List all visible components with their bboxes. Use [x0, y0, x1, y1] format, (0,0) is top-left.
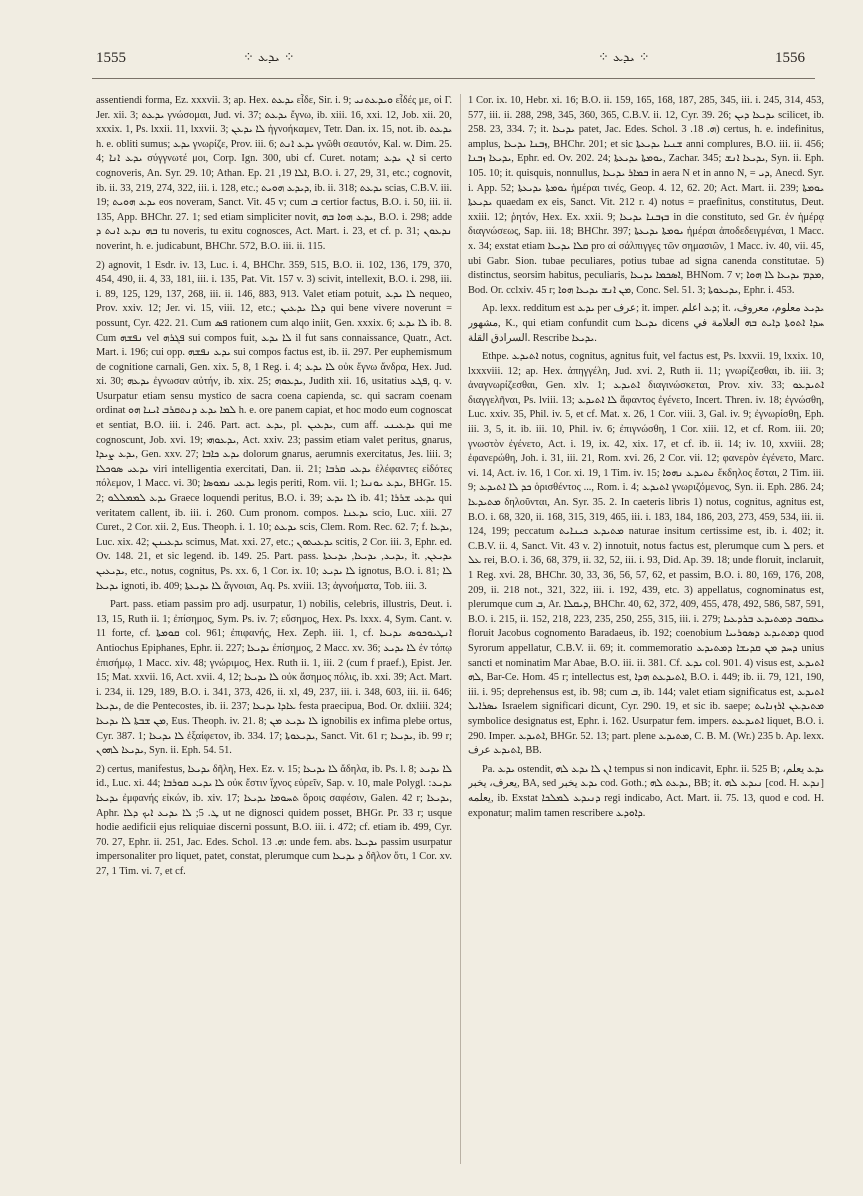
paragraph: Ethpe. ܐܬܝܕܥ notus, cognitus, agnitus fuit, vel factus est, Ps. lxxvii. 19, lxxix. 10, lxxxviii. 12; ap. Hex. ἀπηγγέλη, Jud. xvi. 2, Ruth ii. 11; γνωρίζεσθαι, ib. iii. 3; ἀναγνωρίζεσθαι, Gen. xlv. 1; ܐܬܝܕܥ διαγινώσκεται, Prov. xiv. 33; ܐܬܝܕܥܘ διαγγελῆναι, Ps. lviii. 13; ܠܐ ܐܬܝܕܥ ἄφαντος ἐγένετο, Incert. Thren. iv. 18; ἐγνώσθη, Luc. xxiv. 35, Phil. iv. 5, et cf. Mat. x. 26, 1 Cor. viii. 3, Gal. iv. 9; ἐγνωρίσθη, Eph. iii. 3, 5, it. ib. iii. 10, Phil. iv. 6; ἐπιγνώσθη, 1 Cor. xiii. 12, et cf. Rom. iii. 20; γνωστὸν ἐγένετο, Act. i. 19, ix. 42, xix. 17, et cf. ib. ii. 14; iv. 10, xxviii. 28; ἐφανερώθη, Joh. i. 31, iii. 21, Rom. xvi. 26, 2 Cor. vii. 12; φανερὸν ἐγένετο, Marc. vi. 14, Act. iv. 16, 1 Cor. xi. 19, 1 Tim. iv. 15; ܢܬܝܕܥ ܢܗܘܐ ἔκδηλος ἔσται, 2 Tim. iii. 9; ܟܕ ܠܐ ܐܬܝܕܥ ὁρισθέντος ..., Rom. i. 4; ܐܬܝܕܥ γνωριζόμενος, Syn. ii. Eph. 286. 24; ܡܬܝܕܥܐ δηλοῦνται, An. Syr. 35. 2. In caeteris libris 1) notus, cognitus, agnitus est, B.O. i. 68, 320, ii. 168, 315, 319, 465, iii. i. 183, 184, 186, 203, 273, 459, 534, iii. ii. 124, 199; peccatum ܡܬܝܕܥ ܟܝܢܐܝܬ naturae insitum certissime est, ib. i. 402; it. C.B.V. ii. 4, Sanct. Vit. 43 v. 2) innotuit, notus factus est, plerumque cum ܠ pers. et ܥܠ rei, B.O. i. 36, 68, 379, ii. 32, 52, iii. i. 93, Did. Ap. 39. 18; unde floruit, inclaruit, 1 Reg. xvi. 28, BHChr. 30, 33, 36, 56, 57, 62, et passim, B.O. i. 80, 169, 176, 208, 209, ii. 218 not., 321, 322, iii. i. 192, 439, etc. 3) appellatus, cognominatus est, plerumque cum ܒ, Ar. ܕܝܩܠܐ, BHChr. 40, 62, 372, 409, 455, 478, 492, 586, 587, 591, B.O. i. 215, ii. 152, 218, 223, 235, 250, 255, 315, iii. i. 279; ܝܥܩܘܒ ܕܡܬܝܕܥ ܒܪܕܥܝܐ floruit Jacobus cognomento Baradaeus, ib. 192; coenobium ܕܡܬܝܕܥ ܕܣܘܪܝܝܐ quod Syrorum appellatur, C.B.V. ii. 69; it. commemoratio ܕܚܕ ܡܢ ܩܕܝܫܐ ܕܡܬܝܕܥ unius sancti et nominatim Mar Abae, B.O. iii. ii. 381. Cf. ܝܕܥ col. 901. 4) visus est, ܐܬܝܕܥ ܠܗ, Bar-Ce. Hom. 45 r; intellectus est, ܐܬܝܕܥܬ ܗܕܐ, B.O. i. 449; ib. ii. 79, 121, 190, iii. i. 95; deprehensus est, ib. 98; cum ܒ, ib. 144; valet etiam significatus est, ܐܬܝܕܥ ܝܣܪܐܝܠ Israelem significari dicunt, Cyr. 290. 19, et sic ib. saepe; ܡܬܝܕܥܢ ܐܪܙܢܐܝܬ symbolice designatus est, Ephr. i. 162. Usurpatur fem. impers. ܐܬܝܕܥܬ liquet, B.O. i. 290. Imper. ܐܬܝܕܥ, BHGr. 52. 13; part. plene ܡܬܝܕܥ, C. B. M. (Wr.) 235 b. Ap. lexx. ܐܬܝܕܥ عرف, BB. [468, 351, 824, 757]
paragraph: Part. pass. etiam passim pro adj. usurpatur, 1) nobilis, celebris, illustris, Deut. i. 13, 15, Ruth ii. 1; ἐπίσημος, Sym. Ps. iv. 7; εὔσημος, Hex. Ps. lxxx. 4, Sym. Cant. v. 11 forte, cf. ܩܘܡܬܐ col. 961; ἐπιφανής, Hex. Zeph. iii. 1, cf. ܐܢܛܝܘܟܘܣ ܝܕܝܥܐ Antiochus Epiphanes, Ephr. ii. 227; ܝܕܝܥܐ ἐπίσημος, 2 Macc. xv. 36; ܠܐ ܝܕܝܥ ἐν τόπῳ ἐπισήμῳ, 1 Macc. xiv. 48; γνώριμος, Hex. Ruth ii. 1, iii. 2 (cum f praef.), Epist. Jer. 15; Mat. xxvii. 16, Act. xvii. 4, 12; ܠܐ ܝܕܝܥܐ οὐκ ἄσημος πόλις, ib. xxi. 39; Act. Mart. i. 234, ii. 129, 189, B.O. i. 341, 373, 426, ii. xl, 49, 237, iii. i. 348, 603, iii. ii. 646; ܝܕܝܥܐ, de die Pentecostes, ib. ii. 237; ܥܐܕܐ ܝܕܝܥܐ festa praecipua, Bod. Or. dxliii. 324; ܡܢ ܫܒܬܐ ܠܐ ܝܕܝܥܐ, Eus. Theoph. iv. 21. 8; ܠܐ ܝܕܝܥ ܡܢ ignobilis ex infima plebe ortus, Cyr. 387. 1; ܠܐ ܝܕܝܥܐ ἐξαίφετον, ib. 334. 17; ܝܕܝܥܘܬܐ, Sanct. Vit. 61 r; ܝܕܝܥܐ, ib. 99 r; ܝܕܝܥܐ ܠܗܘܢ, Syn. ii. Eph. 54. 51. [96, 599, 452, 757]
running-head-left: ⁘ ܝܕܥ ⁘ [243, 50, 295, 65]
paragraph: 2) agnovit, 1 Esdr. iv. 13, Luc. i. 4, BHChr. 359, 515, B.O. ii. 102, 136, 179, 370, 454, 490, ii. 4, 33, 181, iii. i. 135, Pat. Vit. 157 v. 3) scivit, intellexit, B.O. i. 298, iii. i. 89, 125, 129, 137, 268, iii. ii. 146, 883, 913. Valet etiam potuit, ܠܐ ܝܕܥ nequeo, Prov. xxiv. 12; Jer. vi. 15, viii. 12, etc.; ܕܠܐ ܝܕܥܝܢ qui bene vivere noverunt = possunt, Cyr. 422. 21. Cum ܦܣ rationem cum alqo iniit, Gen. xxxix. 6; ܠܐ ܝܕܥ ib. 8. Cum ܢܦܫܗ vel ܦܓܪܗ sui compos fuit, ܠܐ ܝܕܥ il fut sans connaissance, Quatr., Act. Mart. i. 196; cui opp. ܝܕܥ ܢܦܫܗ sui compos factus est, ib. ii. 297. Per euphemismum de cognitione carnali, Gen. xix. 5, 8, 1 Reg. i. 4; ܠܐ ܝܕܥ οὐκ ἔγνω ἄνδρα, Hex. Jud. xi. 30; ܝܕܥܗ ἐγνωσαν αὐτήν, ib. xix. 25; ܝܕܥܘܗ, Judith xii. 16, usitatius ܦܓܥ, q. v. Usurpatur etiam sensu mystico de sacra coena capienda, sc. qui sacram coenam ordinat ܠܡܐ ܝܕܥ ܕܢܬܩܪܒ ܐܝܢܐ ܗܘ h. e. ore panem capiat, et hoc modo eum cognoscat et sentiat, B.O. iii. i. 246. Part. act. ܝܕܥ, pl. ܝܕܥܝܢ, cum aff. ܝܕܥܝܢܝ qui me cognoscunt, Job. xvi. 19; ܝܕܥܘܗܝ, Act. xxiv. 23; passim etiam valet peritus, gnarus, ܝܕܥ ܨܝܕܐ, Gen. xxv. 27; ܝܕܥ ܟܐܒܐ dolorum gnarus, aerumnis exercitatus, Jes. liii. 3; ܝܕܥܝ ܣܘܟܠܐ viri intelligentia exercitati, Dan. ii. 21; ܝܕܥܝ ܩܪܒܐ ἐλέφαντες εἰδότες πόλεμον, 1 Macc. vi. 30; ܝܕܥܝ ܢܡܘܣܐ legis periti, Rom. vii. 1; ܝܕܥ ܝܘܢܝܐ, BHGr. 15. 2; ܝܕܥ ܠܡܡܠܠܘ Graece loquendi peritus, B.O. i. 39; ܠܐ ܝܕܥ ib. 41; ܝܕܥܝ ܫܪܪܐ qui veritatem callent, ib. iii. i. 260. Cum pronom. compos. ܝܕܥܢܐ scio, Luc. xiii. 27 Curet., 2 Cor. xii. 2, Eus. Theoph. i. 1. 10; ܝܕܥܬ scis, Clem. Rom. Rec. 62. 7; f. ܝܕܥܐ, Luc. xix. 42; ܝܕܥܝܢܢ scimus, Mat. xxi. 27, etc.; ܝܕܥܝܬܘܢ scitis, 2 Cor. iii. 3, Ephr. ed. Ov. 148. 21, et sic legend. ib. 149. 25. Part. pass. ܝܕܝܥ, ܝܕܝܥܐ, ܝܕܝܥܬܐ, it. ܝܕܝܥܢ, ܝܕܝܥܝܢ, etc., notus, cognitus, Ps. xx. 6, 1 Cor. ix. 10; ܠܐ ܝܕܝܥ ignotus, B.O. i. 81; ܠܐ ܝܕܝܥܐ ignoti, ib. 409; ܠܐ ܝܕܝܥܬܐ ἄγνοιαι, Aq. Ps. xviii. 13; ἀγνοήματα, Tob. iii. 3. [96, 259, 452, 592]
running-head-right: ⁘ ܝܕܥ ⁘ [598, 50, 650, 65]
paragraph: 1 Cor. ix. 10, Hebr. xi. 16; B.O. ii. 159, 165, 168, 187, 285, 345, iii. i. 245, 314, 453, 577, iii. ii. 288, 298, 345, 360, 365, C.B.V. ii. 12, Cyr. 39. 26; ܝܕܝܥܐ ܕܝܢ scilicet, ib. 258. 23, 334. 7; it. ܝܕܝܥܐ patet, Jac. Edes. Schol. ܗ. 18. 3) certus, h. e. indefinitus, amplus, ܙܒܢܐ ܝܕܝܥܐ, BHChr. 201; et sic ܫܢܝܐ ܝܕܝܥܬܐ anni complures, B.O. iii. ii. 456; ܝܕܝܥܐ ܙܒܢܐ, Ephr. ed. Ov. 202. 24; ܝܘܡܬܐ ܝܕܝܥܬܐ, Zachar. 345; ܝܕܝܥܐ ܐܢܫ, Syn. ii. Eph. 105. 10; it. quisquis, nonnullus, ܒܡܐܪ ܝܕܝܥܐ in aera N et in anno N, = ܕܝ, Anecd. Syr. i. App. 52; ܝܘܡܬܐ ܝܕܝܥܬܐ ἡμέραι τινές, Geop. 4. 12, 62. 20; Act. Mart. ii. 239; ܝܘܡܬܐ ܝܕܝܥܬܐ quaedam ex eis, Sanct. Vit. 212 r. 4) notus = praefinitus, constitutus, Deut. xxiii. 12; ῥητόν, Hex. Ex. xxii. 9; ܒܙܒܢܐ ܝܕܝܥܐ in die constituto, sed Gr. ἐν ἡμέρᾳ διαγνώσεως, Sap. iii. 18; BHChr. 397; ܝܘܡܬܐ ܝܕܝܥܬܐ ἡμέραι ἀποδεδειγμέναι, 1 Macc. x. 34; exstat etiam ܩܠܐ ܝܕܝܥܐ pro αἱ σάλπιγγες τῶν σημασιῶν, 1 Macc. iv. 40, vii. 45, ubi Gabr. Sion. tubae peculiares, potius tubae ad signa canenda constitutae. 5) distinctus, seorsim habitus, peculiaris, ܐܣܟܡܐ ܝܕܝܥܐ, BHNom. 7 v; ܡܕܡ ܝܕܝܥܐ ܠܐ ܗܘܐ, Bod. Or. cclxiv. 45 r; ܡܢ ܐܢܫ ܝܕܝܥܐ ܗܘܐ, Conc. Sel. 51. 3; ܝܕܝܥܘܬܐ, Ephr. i. 453. [468, 95, 824, 296]
paragraph: Ap. lexx. redditum est ܝܕܥ per عرف; it. imper. ܕܥ اعلم; it. ܝܕܝܥ معلوم، معروف، مشهور, K., qui etiam confundit cum ܝܕܝܥܐ dicens ܚܕܐ ܐܬܘܬܐ ܕܐܝܬ ܒܗ العلامة في السرادق القلة. Rescribe ܝܕܝܥܐ. [468, 303, 824, 344]
left-column [96, 94, 452, 1174]
paragraph: assentiendi forma, Ez. xxxvii. 3; ap. Hex. ܝܕܥܬ εἶδε, Sir. i. 9; ܘܝܕܥܬܢܝ εἶδές με, οἱ Γ. Jer. xii. 3; ܝܕܥܬ γνώσομαι, Jud. vi. 37; ܝܕܥܬ ἔγνω, ib. xiii. 16, xxi. 12, Job. xii. 20, xxxix. 1, Ps. lxxii. 11, lxxvii. 3; ܠܐ ܝܕܥܢ ἠγνοήκαμεν, Tetr. Dan. ix. 15, not. ib. ܝܕܥܬ h. e. obliti sumus; ܝܕܥ γνωρίζε, Prov. iii. 6; ܝܕܥ ܐܢܬ γνῶθι σεαυτόν, Kal. w. Dim. 25. 4; ܝܕܥ ܐܢܐ σύγγνωτέ μοι, Corp. Ign. 300, ubi cf. Curet. notam; ܐܢ ܝܕܥ si certo cognoveris, An. Syr. 29. 10; Athan. Ep. ܐܠܐ 19, 21, B.O. i. 27, 29, 31, etc.; cognovit, ib. ii. 33, 219, 274, 322, iii. i. 128, etc.; ܕܝܕܥ ܗܘܝܬ, ib. ii. 318; ܝܕܥܬ scias, C.B.V. iii. 19; ܝܕܥ ܗܘܝܬ eos noveram, Sanct. Vit. 45 v; cum ܒ certior factus, B.O. i. 50, iii. ii. 135, App. BHChr. 27. 1; sed etiam simpliciter novit, ܝܕܥ ܗܘܐ ܒܗ, B.O. i. 298; adde ܒܗ ܢܕܥ ܐܢܬ ܕ tu noveris, tu exitu cognosces, Act. Mart. i. 23, et cf. p. 31; ܢܕܥܘܢ noverint, h. e. judicabunt, BHChr. 572, B.O. iii. ii. 115. [96, 95, 452, 252]
header-rule [92, 78, 815, 79]
page-header [78, 50, 823, 74]
paragraph: 2) certus, manifestus, ܝܕܝܥܐ δῆλη, Hex. Ez. v. 15; ܠܐ ܝܕܝܥܐ ἄδηλα, ib. Ps. l. 8; ܠܐ ܝܕܝܥ id., Luc. xi. 44; ܠܐ ܝܕܝܥ ܩܘܪܒܐ οὐκ ἔστιν ἴχνος εὑρεῖν, Sap. v. 10, male Polygl. ܝܕܝܥ: ܝܕܝܥܐ ἐμφανής εἰκών, ib. xiv. 17; ܬܚܘܡܐ ܝܕܝܥܐ ὅροις σαφέσιν, Galen. 42 r; ܝܕܝܥܐ, Aphr. ܛ. 5; ܠܐ ܝܕܝܥ ܐܝܟ ܕܠܐ ut ne dignosci quidem posset, BHGr. Pr. 33 r; usque hodie aedificii ejus reliquiae discerni possunt, B.O. iii. i. 472; cf. etiam ib. 499, Cyr. 70. 27, Ephr. ii. 251, Jac. Edes. Schol. ܗ. 13: unde fem. abs. ܝܕܝܥܐ passim usurpatur impersonaliter pro liquet, patet, constat, plerumque cum ܕ ܝܕܝܥܐ δῆλον ὅτι, 1 Cor. xv. 27, 1 Tim. vi. 7, et cf. [96, 763, 452, 877]
right-column [468, 94, 824, 1174]
page-number-left: 1555 [96, 50, 126, 66]
page-number-right: 1556 [775, 50, 805, 66]
paragraph: Pa. ܝܕܥ ostendit, ܐܢ ܠܐ ܝܕܥ ܠܗ tempus si non indicavit, Ephr. ii. 525 B; ܝܕܥ يعلم، يعرف، يخبر, BA, sed ܝܕܥ يخبر cod. Goth.; ܝܕܥܬ ܠܗ, BB; it. ܢܝܕܥ ܠܗ [cod. H. ܢܕܥ] يعلمه, ib. Exstat ܕܢܝܕܥ ܠܡܠܟܐ regi indicabo, Act. Mart. ii. 75. 13, quod e cod. H. exponatur; malim tamen rescribere ܕܐܘܕܥ. [468, 763, 824, 819]
column-divider [460, 94, 461, 1164]
